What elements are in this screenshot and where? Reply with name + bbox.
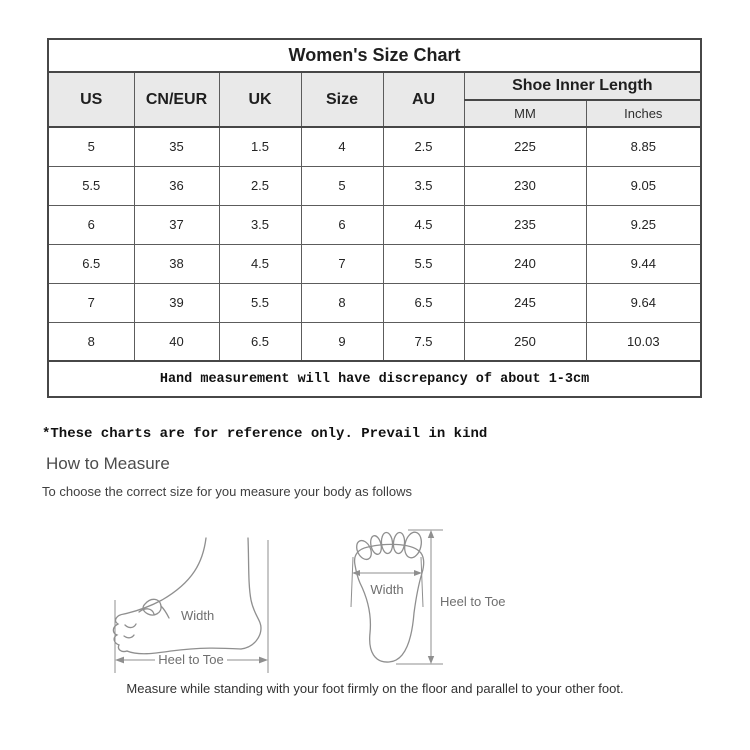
width-bracket-right (421, 557, 423, 607)
cell-us: 6 (48, 205, 134, 244)
cell-mm: 245 (464, 283, 586, 322)
table-row (48, 283, 701, 322)
cell-inches: 8.85 (586, 127, 701, 166)
arrowhead-down-icon (428, 656, 434, 664)
chart-title: Women's Size Chart (48, 39, 701, 72)
cell-us: 5.5 (48, 166, 134, 205)
cell-cn-eur: 35 (134, 127, 219, 166)
cell-size: 7 (301, 244, 383, 283)
cell-au: 7.5 (383, 322, 464, 361)
width-bracket-left (351, 557, 353, 607)
table-row (48, 322, 701, 361)
cell-size: 8 (301, 283, 383, 322)
cell-cn-eur: 39 (134, 283, 219, 322)
table-row (48, 244, 701, 283)
top-heel-to-toe-label: Heel to Toe (440, 594, 506, 609)
cell-inches: 9.25 (586, 205, 701, 244)
cell-uk: 6.5 (219, 322, 301, 361)
cell-mm: 250 (464, 322, 586, 361)
cell-uk: 4.5 (219, 244, 301, 283)
table-row (48, 205, 701, 244)
col-header-mm: MM (464, 100, 586, 127)
toe-detail-line (124, 635, 134, 638)
cell-cn-eur: 40 (134, 322, 219, 361)
cell-us: 7 (48, 283, 134, 322)
table-title-row (48, 39, 701, 72)
cell-mm: 230 (464, 166, 586, 205)
col-header-size: Size (301, 72, 383, 127)
table-row (48, 127, 701, 166)
cell-au: 2.5 (383, 127, 464, 166)
cell-mm: 240 (464, 244, 586, 283)
cell-uk: 3.5 (219, 205, 301, 244)
cell-au: 5.5 (383, 244, 464, 283)
arrowhead-left-icon (115, 657, 124, 664)
cell-uk: 5.5 (219, 283, 301, 322)
cell-us: 5 (48, 127, 134, 166)
cell-mm: 225 (464, 127, 586, 166)
cell-uk: 1.5 (219, 127, 301, 166)
col-header-au: AU (383, 72, 464, 127)
cell-inches: 9.44 (586, 244, 701, 283)
measure-caption: Measure while standing with your foot firmly on the floor and parallel to your other foot. (126, 681, 624, 696)
side-width-label: Width (181, 608, 215, 623)
reference-note: *These charts are for reference only. Prevail in kind (42, 426, 488, 442)
col-header-inner-length: Shoe Inner Length (464, 72, 701, 100)
cell-au: 6.5 (383, 283, 464, 322)
side-heel-to-toe-label: Heel to Toe (158, 652, 224, 667)
cell-au: 4.5 (383, 205, 464, 244)
size-chart-table (47, 38, 702, 398)
cell-inches: 9.05 (586, 166, 701, 205)
cell-size: 6 (301, 205, 383, 244)
foot-instep-line (124, 538, 206, 614)
footnote-text: Hand measurement will have discrepancy of about 1-3cm (48, 361, 701, 397)
col-header-inches: Inches (586, 100, 701, 127)
col-header-cn-eur: CN/EUR (134, 72, 219, 127)
table-footnote-row (48, 361, 701, 397)
cell-size: 5 (301, 166, 383, 205)
cell-cn-eur: 38 (134, 244, 219, 283)
foot-heel-line (241, 538, 261, 649)
how-to-measure-heading: How to Measure (46, 454, 170, 473)
cell-size: 4 (301, 127, 383, 166)
toe (381, 532, 394, 554)
col-header-uk: UK (219, 72, 301, 127)
width-loop-tail (161, 606, 169, 618)
top-width-label: Width (370, 582, 404, 597)
cell-us: 6.5 (48, 244, 134, 283)
table-header-row (48, 72, 701, 100)
arrowhead-right-icon (259, 657, 268, 664)
cell-au: 3.5 (383, 166, 464, 205)
cell-mm: 235 (464, 205, 586, 244)
cell-inches: 9.64 (586, 283, 701, 322)
col-header-us: US (48, 72, 134, 127)
cell-us: 8 (48, 322, 134, 361)
toe (393, 532, 406, 554)
toe-big (402, 531, 423, 560)
foot-top-view-diagram (340, 503, 540, 678)
cell-cn-eur: 37 (134, 205, 219, 244)
foot-side-view-diagram (107, 512, 275, 677)
sole-outline (355, 544, 424, 662)
arrowhead-up-icon (428, 530, 434, 538)
cell-inches: 10.03 (586, 322, 701, 361)
how-to-measure-intro: To choose the correct size for you measure your body as follows (42, 484, 412, 499)
table-row (48, 166, 701, 205)
cell-cn-eur: 36 (134, 166, 219, 205)
cell-size: 9 (301, 322, 383, 361)
cell-uk: 2.5 (219, 166, 301, 205)
toe-detail-line (125, 624, 136, 628)
